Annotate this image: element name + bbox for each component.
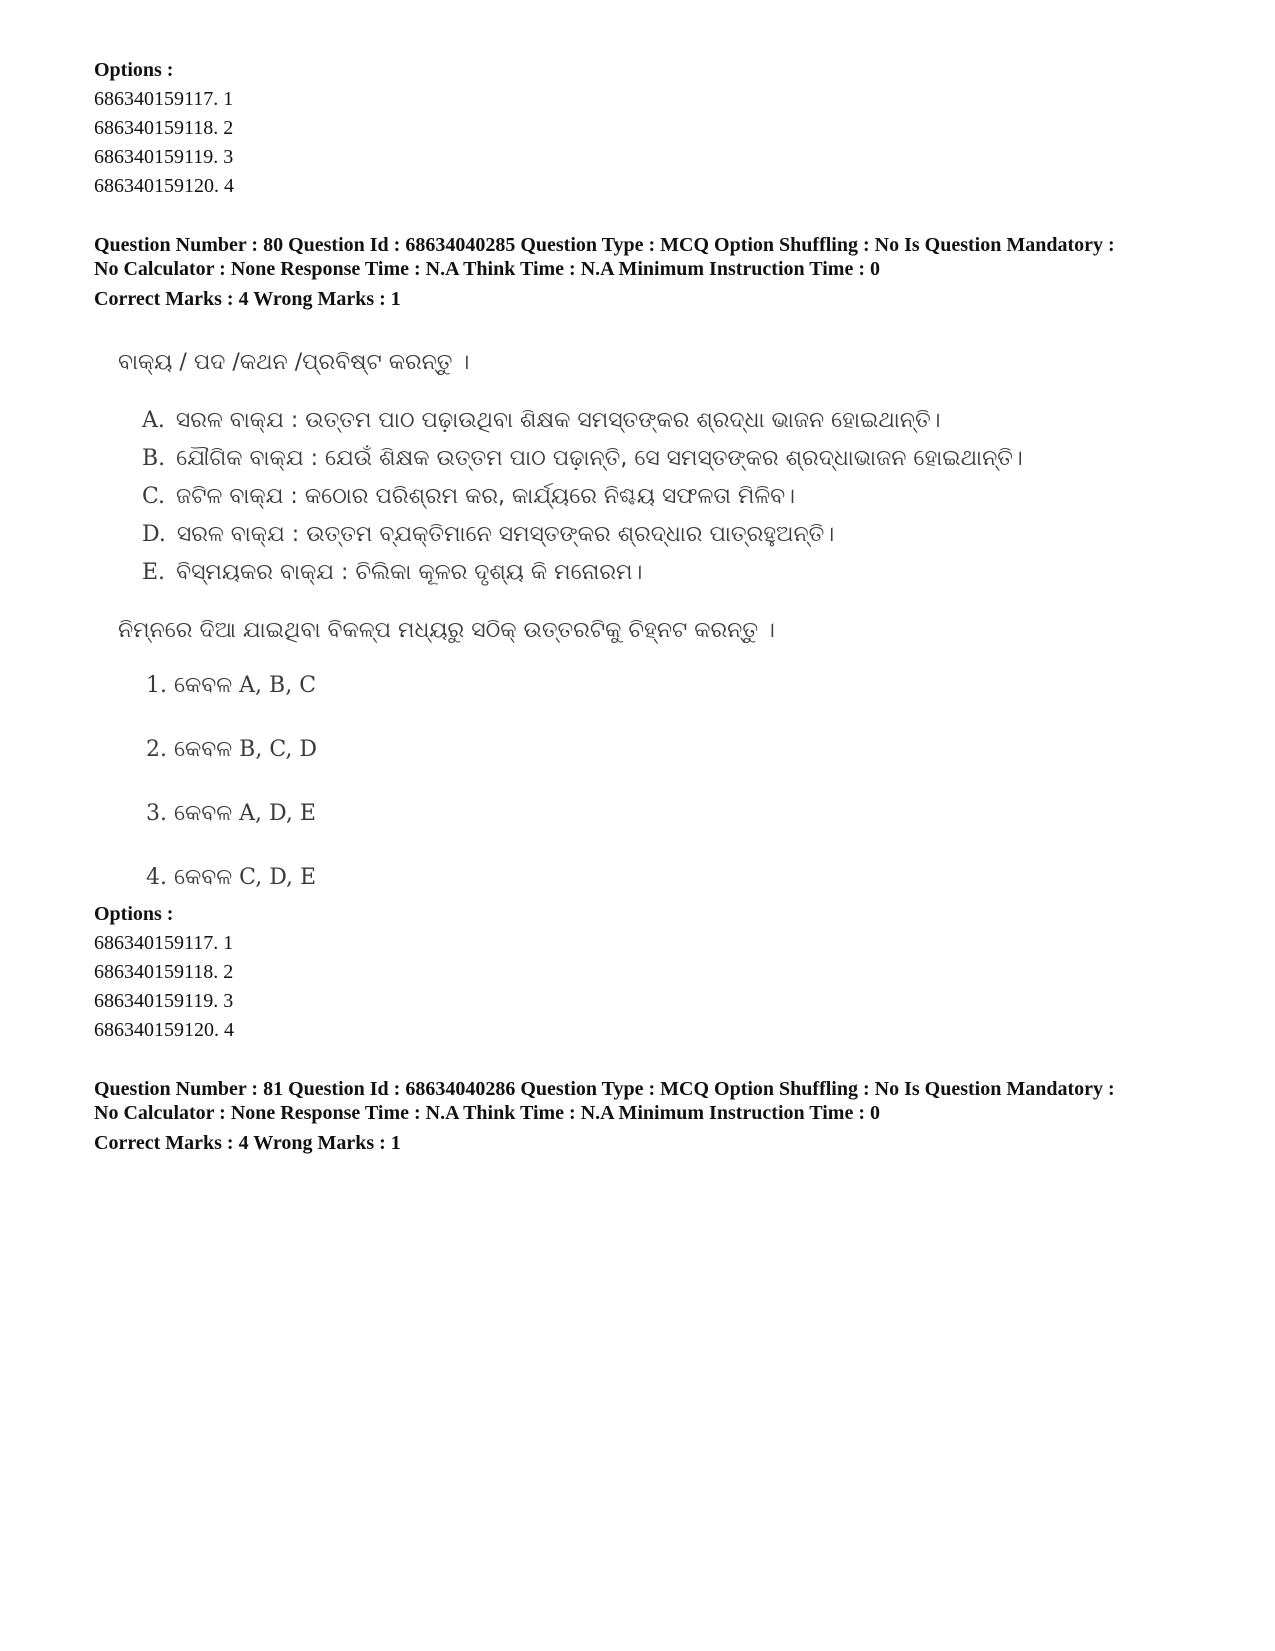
statement-letter: D. [142,522,166,547]
options-block-previous [94,56,1194,201]
choice-number: 4. [146,865,167,890]
statement-item [142,402,1023,440]
question-marks: Correct Marks : 4 Wrong Marks : 1 [94,288,401,310]
choice-word: କେବଳ [174,801,233,826]
statement-list [142,402,1023,592]
choice-number: 3. [146,801,167,826]
option-item: 686340159119. 3 [94,990,234,1012]
statement-item [142,554,1023,592]
statement-item [142,478,1023,516]
statement-letter: E. [142,560,166,585]
option-item: 686340159118. 2 [94,117,234,139]
statement-letter: A. [142,408,165,433]
statement-text: ବିସ୍ମୟକର ବାକ୍ଯ : ଚିଲିକା କୂଳର ଦୃଶ୍ୟ କି ମନୋରମ। [176,560,643,585]
question-meta-line-1: Question Number : 80 Question Id : 68634040285 Question Type : MCQ Option Shuffling : No Is Question Mandatory : [94,234,1115,256]
choice-word: କେବଳ [174,737,233,762]
choice-letters: C, D, E [239,865,317,890]
answer-choice [146,734,317,798]
statement-item [142,440,1023,478]
answer-choice-list [146,670,317,926]
answer-choice [146,670,317,734]
option-item: 686340159120. 4 [94,175,234,197]
question-marks: Correct Marks : 4 Wrong Marks : 1 [94,1132,401,1154]
question-instruction: ବାକ୍ୟ / ପଦ /କଥନ /ପ୍ରବିଷ୍ଟ କରନ୍ତୁ । [118,350,470,375]
choice-word: କେବଳ [174,673,233,698]
choice-letters: A, D, E [239,801,316,826]
question-80-body-image [110,340,1023,930]
question-meta-line-2: No Calculator : None Response Time : N.A Think Time : N.A Minimum Instruction Time : 0 [94,258,880,280]
choice-letters: B, C, D [239,737,317,762]
option-item: 686340159117. 1 [94,932,234,954]
question-80-options [94,900,1194,1045]
question-80-metadata [94,233,1194,311]
options-heading: Options : [94,903,174,925]
statement-text: ଯୌଗିକ ବାକ୍ଯ : ଯେଉଁ ଶିକ୍ଷକ ଉତ୍ତମ ପାଠ ପଢ଼ାନ୍ତି, ସେ ସମସ୍ତଙ୍କର ଶ୍ରଦ୍ଧାଭାଜନ ହୋଇଥାନ୍ତି। [176,446,1023,471]
question-meta-line-2: No Calculator : None Response Time : N.A Think Time : N.A Minimum Instruction Time : 0 [94,1102,880,1124]
choice-number: 1. [146,673,167,698]
choice-letters: A, B, C [239,673,317,698]
option-item: 686340159118. 2 [94,961,234,983]
statement-text: ସରଳ ବାକ୍ଯ : ଉତ୍ତମ ପାଠ ପଢ଼ାଉଥିବା ଶିକ୍ଷକ ସମସ୍ତଙ୍କର ଶ୍ରଦ୍ଧା ଭାଜନ ହୋଇଥାନ୍ତି। [175,408,941,433]
option-item: 686340159119. 3 [94,146,234,168]
choice-word: କେବଳ [174,865,233,890]
answer-choice [146,798,317,862]
choice-number: 2. [146,737,167,762]
question-prompt: ନିମ୍ନରେ ଦିଆ ଯାଇଥିବା ବିକଳ୍ପ ମଧ୍ୟରୁ ସଠିକ୍ ଉତ୍ତରଟିକୁ ଚିହ୍ନଟ କରନ୍ତୁ । [118,618,775,643]
statement-item [142,516,1023,554]
options-heading: Options : [94,59,174,81]
statement-text: ଜଟିଳ ବାକ୍ଯ : କଠୋର ପରିଶ୍ରମ କର, କାର୍ଯ୍ୟରେ ନିଶ୍ଚୟ ସଫଳତା ମିଳିବ। [176,484,796,509]
statement-text: ସରଳ ବାକ୍ଯ : ଉତ୍ତମ ବ୍ଯକ୍ତିମାନେ ସମସ୍ତଙ୍କର ଶ୍ରଦ୍ଧାର ପାତ୍ରହୁଅନ୍ତି। [176,522,835,547]
question-81-metadata [94,1077,1194,1155]
statement-letter: B. [142,446,166,471]
statement-letter: C. [142,484,166,509]
option-item: 686340159120. 4 [94,1019,234,1041]
option-item: 686340159117. 1 [94,88,234,110]
question-meta-line-1: Question Number : 81 Question Id : 68634040286 Question Type : MCQ Option Shuffling : No Is Question Mandatory : [94,1078,1115,1100]
